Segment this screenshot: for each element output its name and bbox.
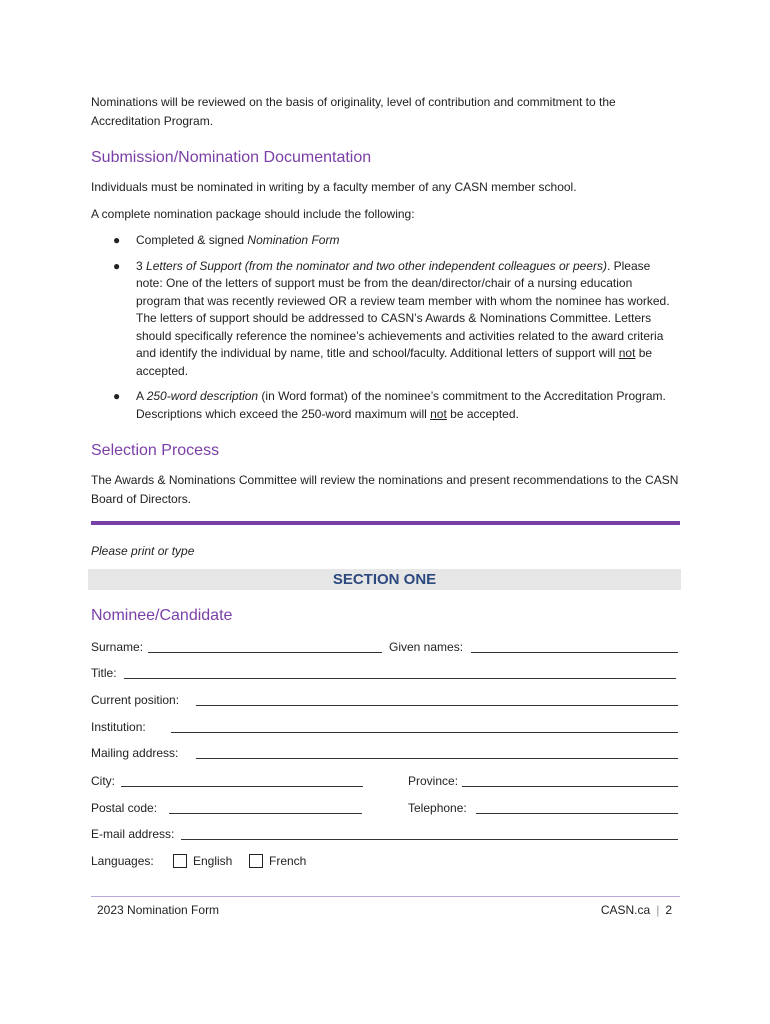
surname-field[interactable] bbox=[148, 640, 382, 653]
institution-row bbox=[91, 720, 680, 740]
title-row bbox=[91, 666, 680, 686]
current-position-field[interactable] bbox=[196, 693, 678, 706]
title-field[interactable] bbox=[124, 666, 676, 679]
list-item: ● 3 Letters of Support (from the nominator and two other independent colleagues or peers). Please note: One of the letters of support must be from the dean/director/chair of a nursing education program that was recently reviewed OR a review team member with whom the nominee has worked. The letters of support should be addressed to CASN’s Awards & Nominations Committee. Letters should specifically reference the nominee’s achievements and activities related to the award criteria and identify the individual by name, title and school/faculty. Additional letters of support will not be accepted. bbox=[113, 258, 670, 378]
institution-label: Institution: bbox=[91, 720, 146, 734]
submission-paragraph-1: Individuals must be nominated in writing by a faculty member of any CASN member school. bbox=[91, 180, 577, 194]
postal-code-row bbox=[91, 801, 680, 821]
telephone-label: Telephone: bbox=[408, 801, 467, 815]
email-label: E-mail address: bbox=[91, 827, 175, 841]
province-field[interactable] bbox=[462, 774, 678, 787]
footer-form-name: 2023 Nomination Form bbox=[97, 903, 220, 917]
section-divider bbox=[91, 521, 680, 525]
given-names-field[interactable] bbox=[471, 640, 678, 653]
languages-row bbox=[91, 854, 680, 874]
section-title: SECTION ONE bbox=[332, 571, 437, 588]
footer-right bbox=[601, 903, 672, 917]
postal-code-label: Postal code: bbox=[91, 801, 158, 815]
submission-paragraph-2: A complete nomination package should include the following: bbox=[91, 207, 415, 221]
given-names-label: Given names: bbox=[389, 640, 464, 654]
print-note: Please print or type bbox=[91, 544, 195, 558]
bullet-icon: ● bbox=[113, 233, 121, 247]
mailing-address-row bbox=[91, 746, 680, 766]
submission-heading: Submission/Nomination Documentation bbox=[91, 149, 372, 166]
selection-heading: Selection Process bbox=[91, 442, 220, 459]
surname-row bbox=[91, 640, 680, 660]
province-label: Province: bbox=[408, 774, 459, 788]
footer-divider-glyph: | bbox=[656, 903, 660, 917]
mailing-address-field[interactable] bbox=[196, 746, 678, 759]
title-label: Title: bbox=[91, 666, 117, 680]
list-item: ● A 250-word description (in Word format) of the nominee’s commitment to the Accreditation Program. Descriptions which exceed the 250-word maximum will not be accepted. bbox=[113, 389, 666, 421]
english-checkbox[interactable] bbox=[173, 854, 187, 868]
footer-site: CASN.ca bbox=[600, 903, 651, 917]
bullet-icon: ● bbox=[113, 258, 121, 273]
city-label: City: bbox=[91, 774, 115, 788]
footer-divider bbox=[91, 896, 680, 897]
french-checkbox[interactable] bbox=[249, 854, 263, 868]
selection-paragraph: The Awards & Nominations Committee will review the nominations and present recommendations to the CASN Board of Directors. bbox=[91, 473, 679, 506]
requirements-list bbox=[91, 232, 680, 431]
current-position-row bbox=[91, 693, 680, 713]
institution-field[interactable] bbox=[171, 720, 678, 733]
surname-label: Surname: bbox=[91, 640, 144, 654]
languages-label: Languages: bbox=[91, 854, 154, 868]
mailing-address-label: Mailing address: bbox=[91, 746, 179, 760]
current-position-label: Current position: bbox=[91, 693, 180, 707]
intro-paragraph: Nominations will be reviewed on the basis of originality, level of contribution and commitment to the Accreditation Program. bbox=[91, 95, 616, 128]
section-one-bar bbox=[88, 569, 681, 590]
footer-page-number: 2 bbox=[665, 903, 672, 917]
french-label: French bbox=[269, 854, 307, 868]
telephone-field[interactable] bbox=[476, 801, 678, 814]
nominee-heading: Nominee/Candidate bbox=[91, 607, 233, 624]
english-label: English bbox=[193, 854, 233, 868]
email-field[interactable] bbox=[181, 827, 678, 840]
city-row bbox=[91, 774, 680, 794]
list-item: ● Completed & signed Nomination Form bbox=[91, 232, 680, 250]
bullet-icon: ● bbox=[113, 389, 121, 403]
postal-code-field[interactable] bbox=[169, 801, 362, 814]
email-row bbox=[91, 827, 680, 847]
city-field[interactable] bbox=[121, 774, 363, 787]
